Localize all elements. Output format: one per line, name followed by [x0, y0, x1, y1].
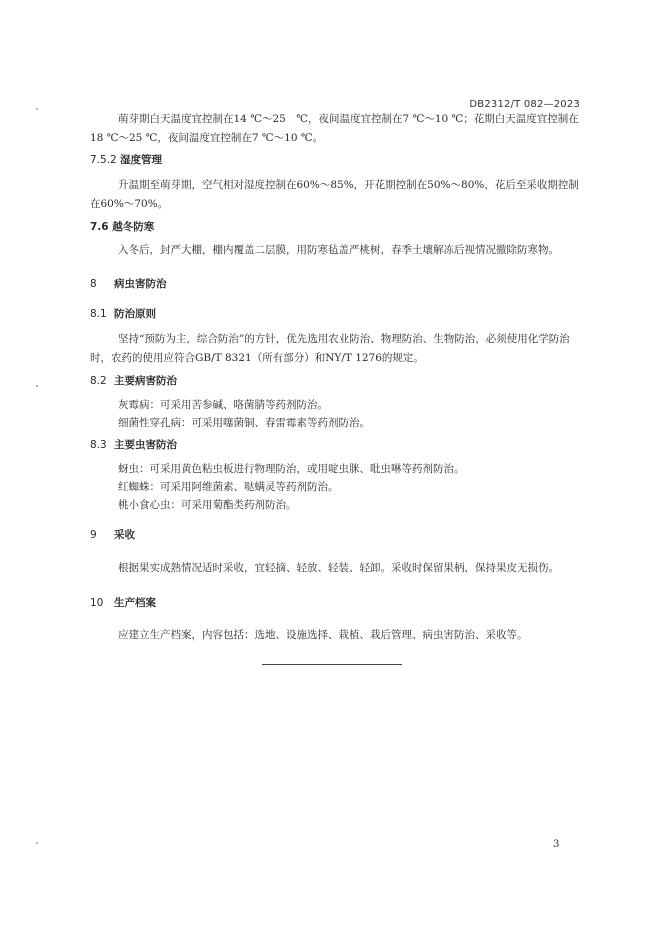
section-8-2-heading	[90, 374, 177, 388]
pest-item: 蚜虫：可采用黄色粘虫板进行物理防治，或用啶虫脒、吡虫啉等药剂防治。	[118, 463, 465, 475]
section-7-6-heading: 7.6 越冬防寒	[90, 221, 155, 233]
section-title: 生产档案	[114, 597, 156, 609]
section-number: 8.3	[90, 439, 107, 451]
archive-paragraph: 应建立生产档案，内容包括：选地、设施选择、栽植、栽后管理、病虫害防治、采收等。	[118, 629, 528, 641]
section-8-3-heading	[90, 438, 177, 452]
section-title: 病虫害防治	[114, 278, 167, 290]
section-title: 湿度管理	[120, 154, 162, 166]
end-rule	[262, 664, 402, 665]
section-8-1-heading	[90, 307, 156, 321]
disease-item: 灰霉病：可采用苦参碱、咯菌腈等药剂防治。	[118, 399, 328, 411]
section-number: 10	[90, 597, 104, 609]
pest-item: 桃小食心虫：可采用菊酯类药剂防治。	[118, 499, 297, 511]
section-title: 采收	[114, 529, 135, 541]
scan-speck	[36, 842, 38, 844]
section-number: 9	[90, 529, 97, 541]
section-8-heading	[90, 277, 167, 291]
section-number: 8.1	[90, 308, 107, 320]
section-title: 主要虫害防治	[114, 439, 177, 451]
page-number: 3	[553, 839, 560, 850]
scan-speck	[36, 385, 38, 387]
temperature-paragraph: 萌芽期白天温度宜控制在14 ℃～25 ℃，夜间温度宜控制在7 ℃～10 ℃；花期白天温度宜控制在18 ℃～25 ℃，夜间温度宜控制在7 ℃～10 ℃。	[90, 113, 579, 144]
section-number: 7.5.2	[90, 154, 117, 166]
disease-item: 细菌性穿孔病：可采用噻菌铜、春雷霉素等药剂防治。	[118, 417, 370, 429]
scan-speck	[36, 108, 38, 110]
humidity-paragraph: 升温期至萌芽期，空气相对湿度控制在60%～85%，开花期控制在50%～80%，花后至采收期控制在60%～70%。	[90, 179, 579, 210]
section-9-heading	[90, 528, 135, 542]
section-title: 主要病害防治	[114, 375, 177, 387]
document-code: DB2312/T 082—2023	[469, 99, 580, 110]
winter-paragraph: 入冬后，封严大棚，棚内覆盖二层膜，用防寒毡盖严桃树，春季土壤解冻后视情况撤除防寒物。	[118, 244, 559, 256]
section-number: 8	[90, 278, 97, 290]
section-number: 8.2	[90, 375, 107, 387]
section-title: 防治原则	[114, 308, 156, 320]
pest-item: 红蜘蛛：可采用阿维菌素、哒螨灵等药剂防治。	[118, 481, 339, 493]
principle-paragraph: 坚持“预防为主，综合防治”的方针，优先选用农业防治、物理防治、生物防治，必须使用化学防治时，农药的使用应符合GB/T 8321（所有部分）和NY/T 1276的规定。	[90, 333, 570, 364]
section-10-heading	[90, 596, 156, 610]
section-7-5-2-heading	[90, 153, 162, 167]
harvest-paragraph: 根据果实成熟情况适时采收，宜轻摘、轻放、轻装、轻卸。采收时保留果柄，保持果皮无损伤。	[118, 562, 559, 574]
